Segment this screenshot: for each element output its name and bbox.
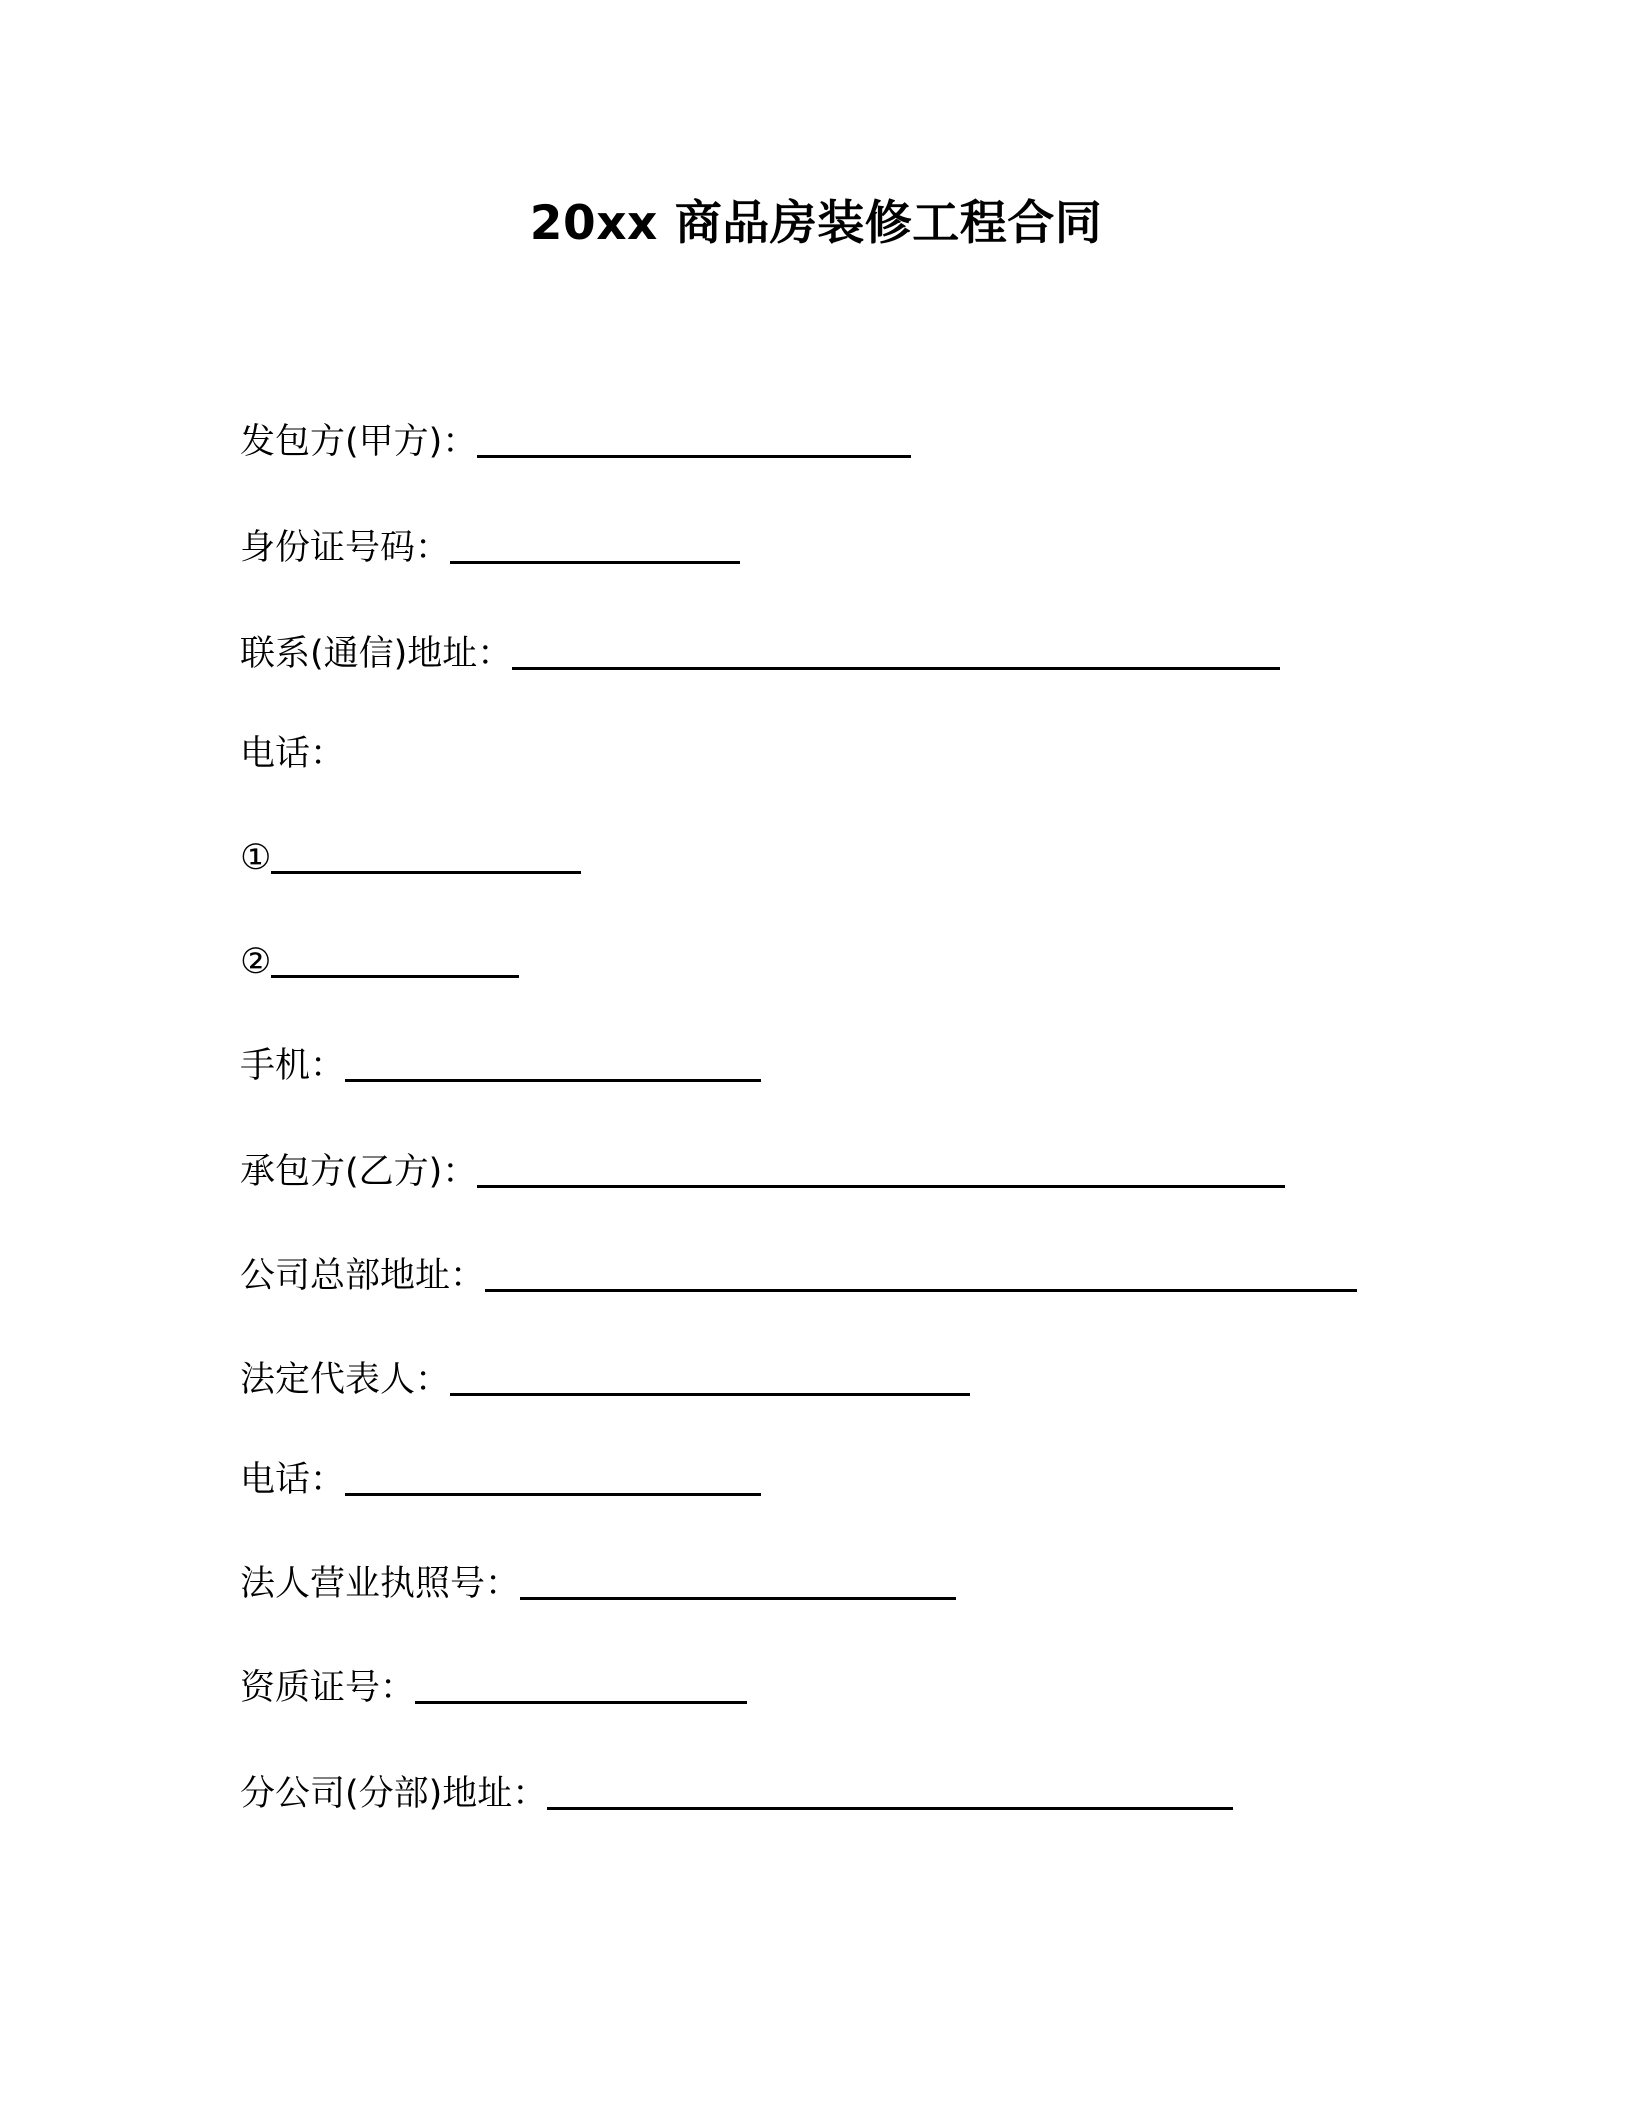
branch-address-blank[interactable] bbox=[547, 1807, 1233, 1810]
phone-2-blank[interactable] bbox=[271, 975, 519, 978]
phone-1-label: ① bbox=[240, 838, 272, 878]
party-a-field bbox=[240, 418, 911, 466]
phone-2-field bbox=[240, 938, 519, 986]
hq-address-blank[interactable] bbox=[485, 1289, 1357, 1292]
party-b-label: 承包方(乙方)： bbox=[240, 1152, 478, 1192]
legal-rep-blank[interactable] bbox=[450, 1393, 970, 1396]
mobile-field bbox=[240, 1042, 761, 1090]
party-a-label: 发包方(甲方)： bbox=[240, 422, 478, 462]
contact-address-label: 联系(通信)地址： bbox=[240, 634, 513, 674]
legal-rep-field bbox=[240, 1356, 970, 1404]
party-a-blank[interactable] bbox=[477, 455, 911, 458]
hq-address-label: 公司总部地址： bbox=[240, 1256, 486, 1296]
party-b-blank[interactable] bbox=[477, 1185, 1285, 1188]
page-title: 20xx 商品房装修工程合同 bbox=[529, 196, 1103, 251]
phone-1-field bbox=[240, 834, 581, 882]
phone-label-b: 电话： bbox=[240, 1460, 346, 1500]
contact-address-blank[interactable] bbox=[512, 667, 1280, 670]
phone-blank-b[interactable] bbox=[345, 1493, 761, 1496]
id-number-label: 身份证号码： bbox=[240, 528, 451, 568]
phone-2-label: ② bbox=[240, 942, 272, 982]
qualification-blank[interactable] bbox=[415, 1701, 747, 1704]
qualification-label: 资质证号： bbox=[240, 1668, 416, 1708]
mobile-label: 手机： bbox=[240, 1046, 346, 1086]
business-license-field bbox=[240, 1560, 956, 1608]
branch-address-label: 分公司(分部)地址： bbox=[240, 1774, 548, 1814]
party-b-field bbox=[240, 1148, 1285, 1196]
legal-rep-label: 法定代表人： bbox=[240, 1360, 451, 1400]
contact-address-field bbox=[240, 630, 1280, 678]
id-number-field bbox=[240, 524, 740, 572]
branch-address-field bbox=[240, 1770, 1233, 1818]
business-license-blank[interactable] bbox=[520, 1597, 956, 1600]
id-number-blank[interactable] bbox=[450, 561, 740, 564]
phone-label-a: 电话： bbox=[240, 734, 346, 774]
phone-field-a bbox=[240, 730, 345, 778]
phone-field-b bbox=[240, 1456, 761, 1504]
hq-address-field bbox=[240, 1252, 1357, 1300]
phone-1-blank[interactable] bbox=[271, 871, 581, 874]
business-license-label: 法人营业执照号： bbox=[240, 1564, 521, 1604]
mobile-blank[interactable] bbox=[345, 1079, 761, 1082]
qualification-field bbox=[240, 1664, 747, 1712]
